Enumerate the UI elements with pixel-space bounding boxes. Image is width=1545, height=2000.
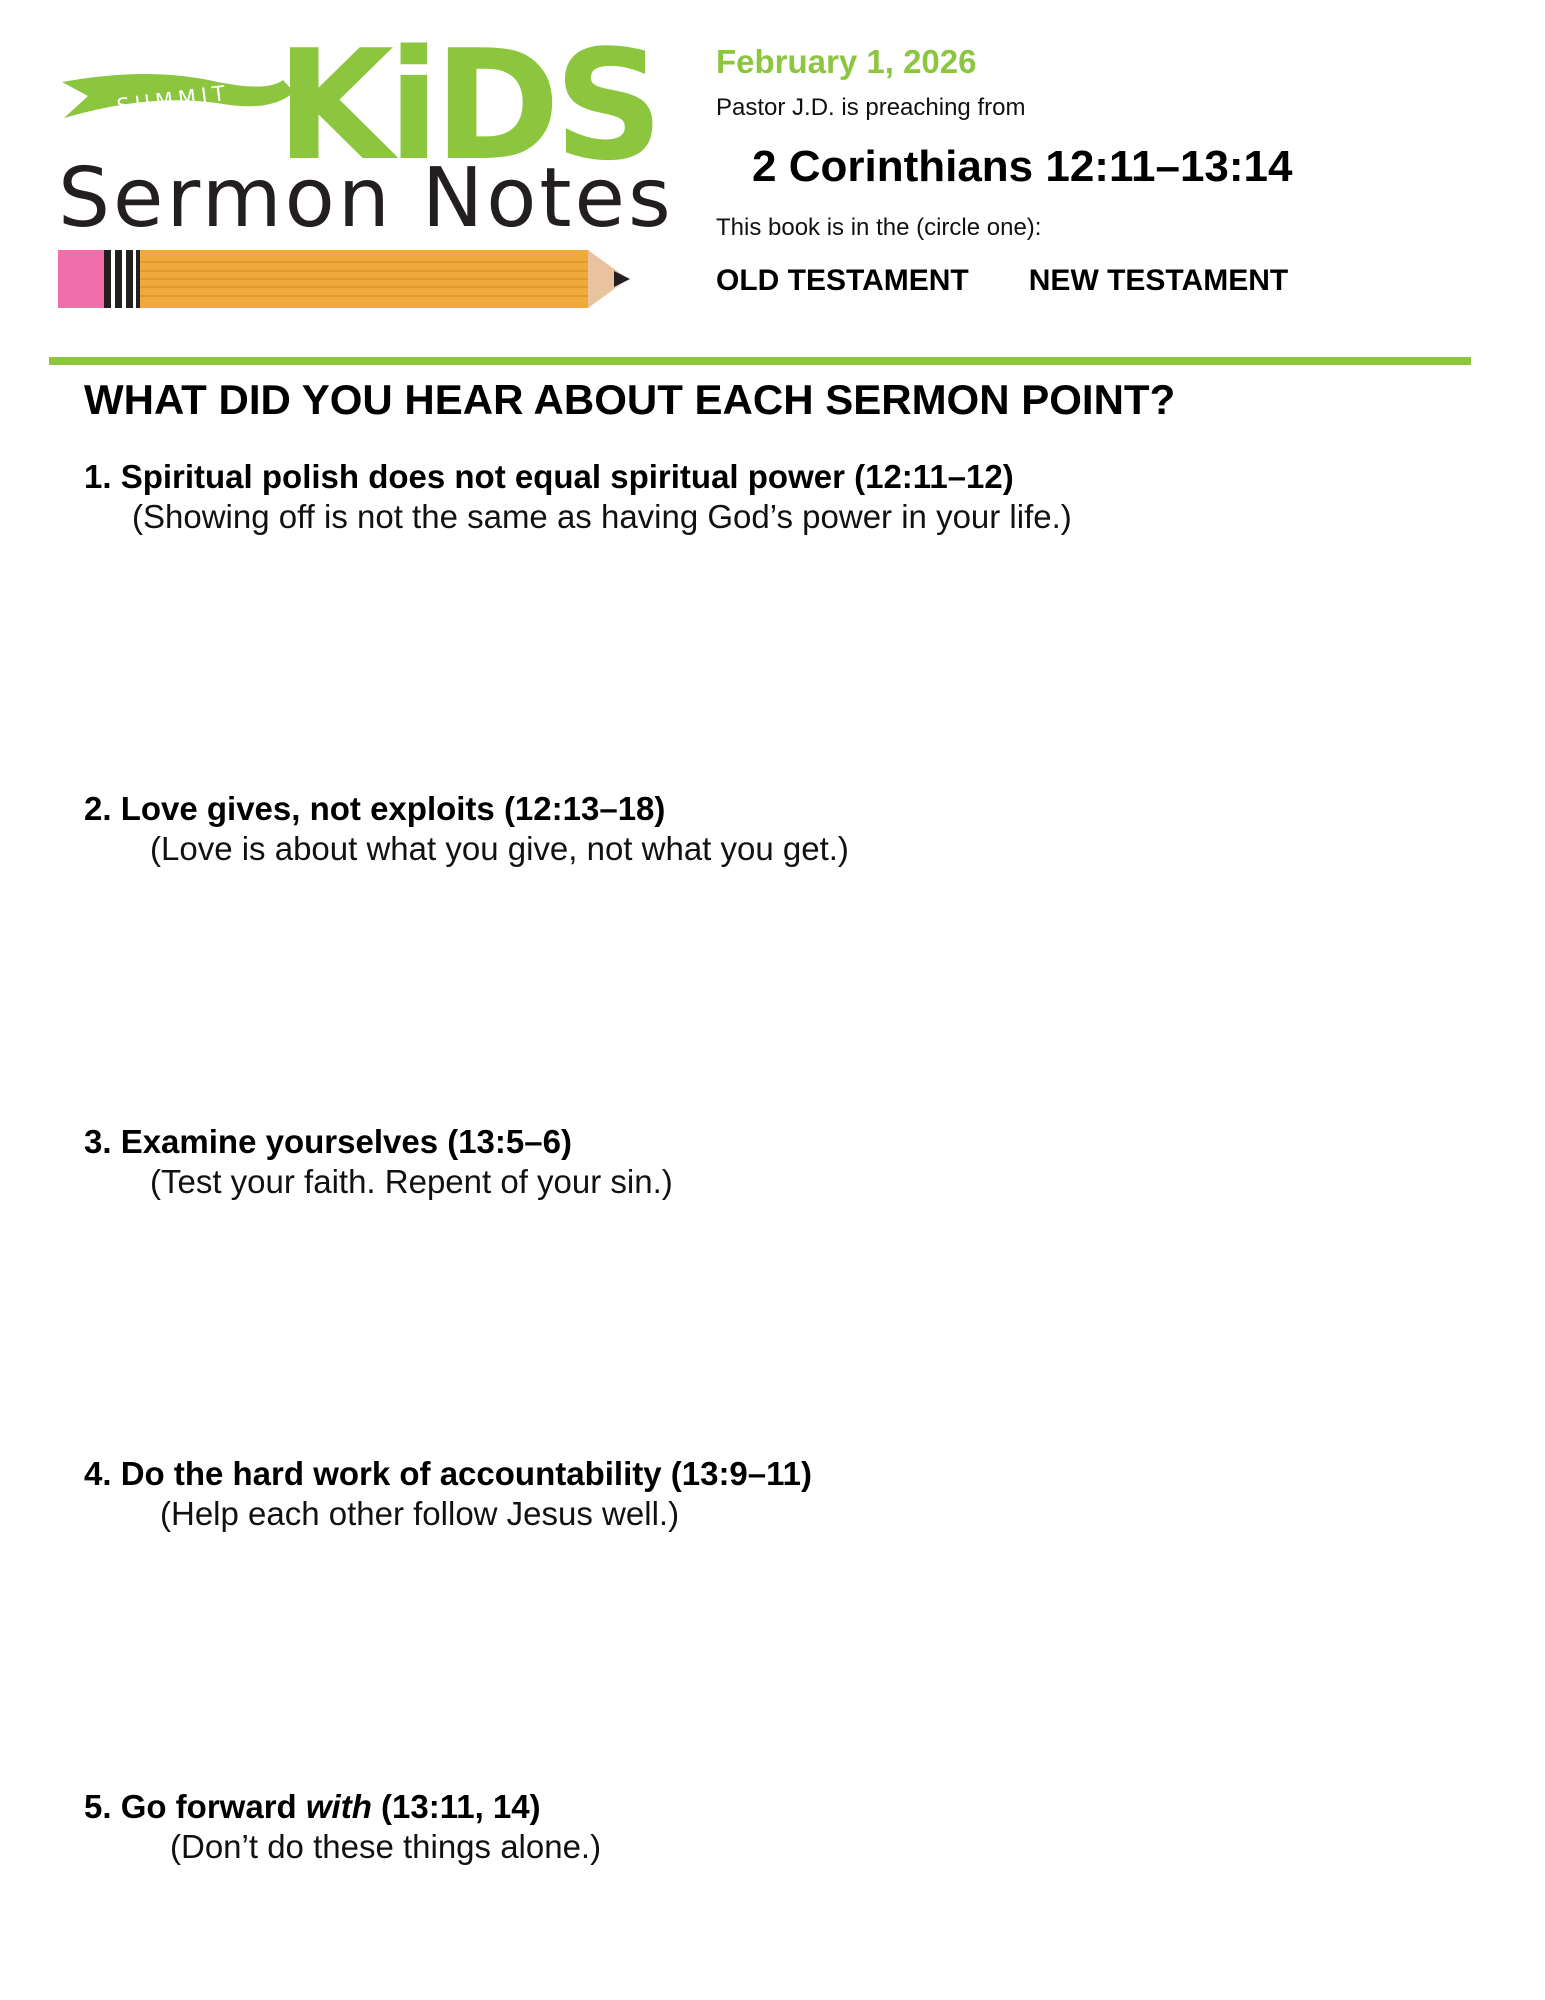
preaching-line: Pastor J.D. is preaching from xyxy=(716,93,1026,121)
testament-options xyxy=(716,264,1516,298)
logo-sermon-notes-text: Sermon Notes xyxy=(58,151,674,246)
point-title-emphasis: with xyxy=(305,1788,372,1825)
point-description: (Don’t do these things alone.) xyxy=(170,1828,602,1865)
point-description: (Test your faith. Repent of your sin.) xyxy=(150,1163,673,1200)
option-new-testament[interactable]: NEW TESTAMENT xyxy=(1028,263,1289,297)
point-title-prefix: 5. Go forward xyxy=(84,1788,306,1825)
summit-kids-logo xyxy=(58,17,674,316)
point-title-suffix: (13:11, 14) xyxy=(371,1788,541,1825)
option-old-testament[interactable]: OLD TESTAMENT xyxy=(716,263,969,297)
sermon-point-2 xyxy=(84,790,849,868)
ribbon-text: SUMMIT xyxy=(115,80,232,119)
point-title: 1. Spiritual polish does not equal spiritual power (12:11–12) xyxy=(84,458,1014,495)
sermon-point-5 xyxy=(84,1788,601,1866)
point-title: 3. Examine yourselves (13:5–6) xyxy=(84,1123,572,1160)
point-title xyxy=(84,1788,601,1826)
sermon-point-3 xyxy=(84,1123,673,1201)
scripture-passage: 2 Corinthians 12:11–13:14 xyxy=(752,141,1293,191)
point-description: (Love is about what you give, not what you get.) xyxy=(150,830,849,867)
pencil-icon xyxy=(58,250,630,308)
green-divider xyxy=(49,357,1471,365)
logo-kids-text: KiDS xyxy=(276,17,658,194)
book-question: This book is in the (circle one): xyxy=(716,213,1042,241)
header-info xyxy=(716,42,1516,298)
point-description: (Help each other follow Jesus well.) xyxy=(160,1495,680,1532)
sermon-point-4 xyxy=(84,1455,812,1533)
point-title: 2. Love gives, not exploits (12:13–18) xyxy=(84,790,666,827)
sermon-point-1 xyxy=(84,458,1072,536)
section-heading: WHAT DID YOU HEAR ABOUT EACH SERMON POINT? xyxy=(84,376,1176,423)
point-description: (Showing off is not the same as having God’s power in your life.) xyxy=(132,498,1072,535)
point-title: 4. Do the hard work of accountability (13:9–11) xyxy=(84,1455,813,1492)
sermon-date: February 1, 2026 xyxy=(716,43,977,80)
